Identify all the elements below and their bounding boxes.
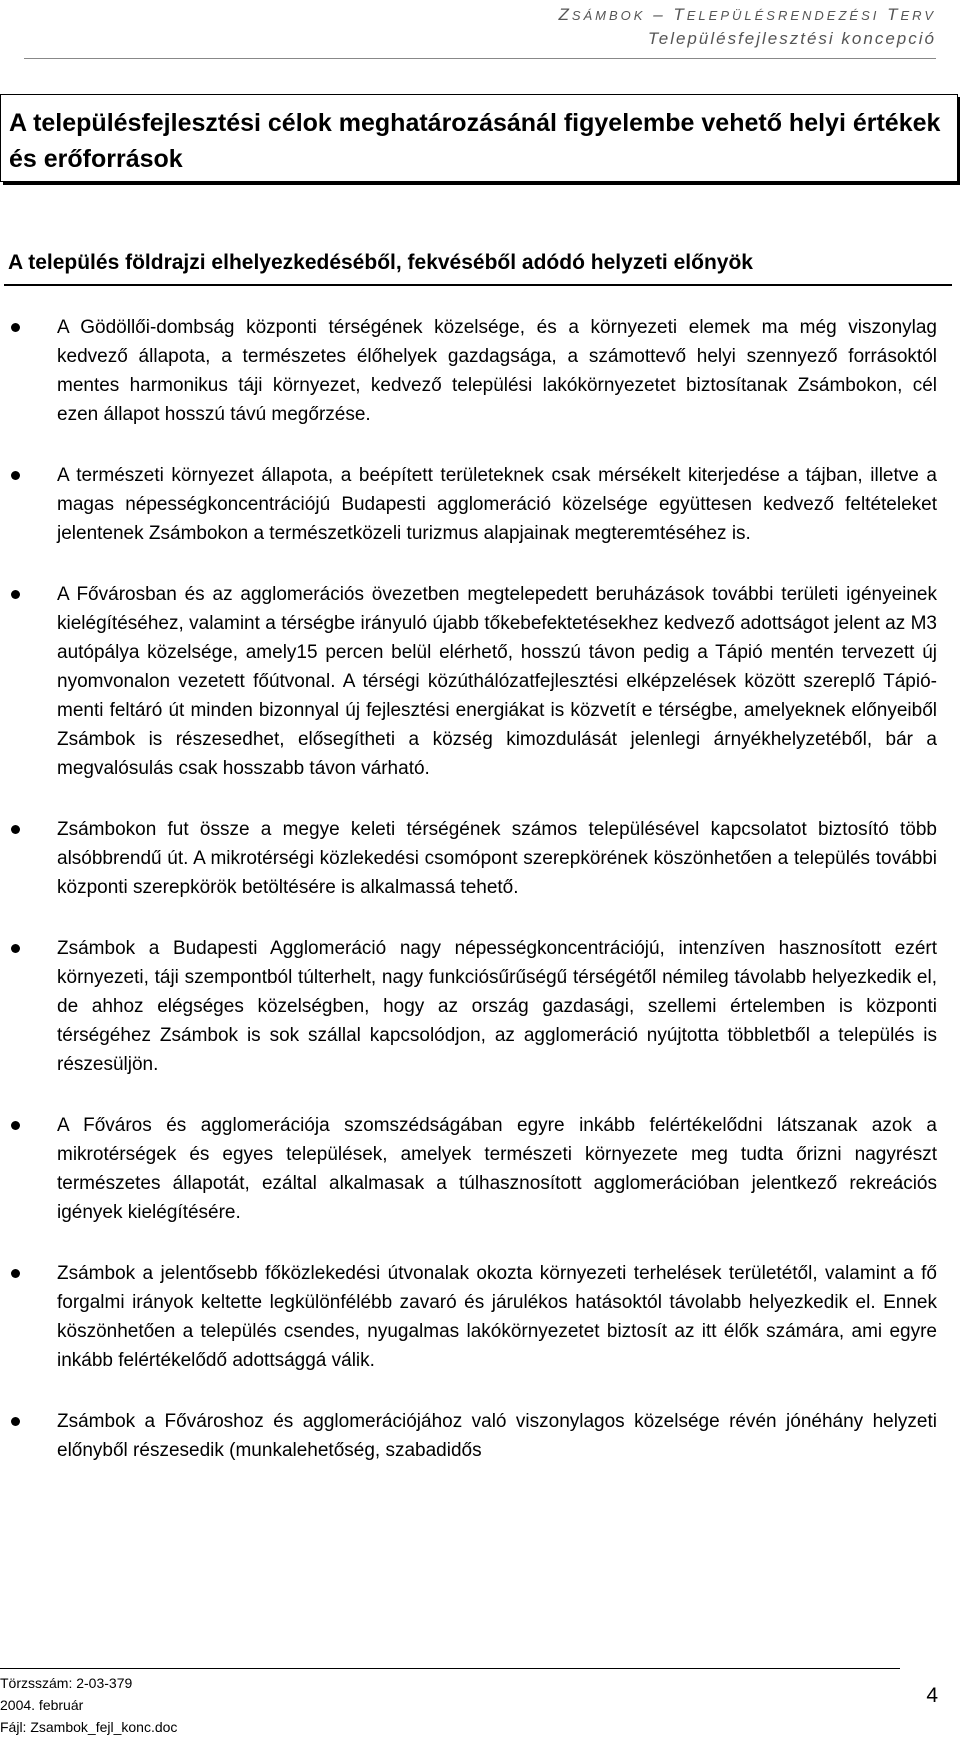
- list-item-text: A Gödöllői-dombság központi térségének közelsége, és a környezeti elemek ma még viszonylag kedvező állapota, a természetes élőhelyek gazdagsága, a számottevő helyi szennyező forrásoktól mentes harmonikus táji környezet, kedvező települési lakókörnyezetet biztosítanak Zsámbokon, cél ezen állapot hosszú távú megőrzése.: [57, 317, 937, 425]
- bullet-icon: [11, 944, 20, 953]
- bullet-icon: [11, 1269, 20, 1278]
- list-item-text: A természeti környezet állapota, a beépített területeknek csak mérsékelt kiterjedése a tájban, illetve a magas népességkoncentrációjú Budapesti agglomeráció közelsége együttesen kedvező feltételeket jelentenek Zsámbokon a természetközeli turizmus alapjainak megteremtéséhez is.: [57, 465, 937, 544]
- list-item-text: A Főváros és agglomerációja szomszédságában egyre inkább felértékelődni látszanak azok a mikrotérségek és egyes települések, amelyek természeti környezete meg tudta őrizni nagyrészt természetes állapotát, ezáltal alkalmasak a túlhasznosított agglomerációban jelentkező rekreációs igények kielégítésére.: [57, 1115, 937, 1223]
- list-item-text: Zsámbok a Budapesti Agglomeráció nagy népességkoncentrációjú, intenzíven hasznosított ezért környezeti, táji szempontból túlterhelt, nagy funkciósűrűségű térségétől némileg távolabb helyezkedik el, de ahhoz elégséges közelségben, hogy az ország gazdasági, szellemi értelemben is központi térségéhez Zsámbok is sok szállal kapcsolódjon, az agglomeráció nyújtotta többletből a település is részesüljön.: [57, 938, 937, 1075]
- bullet-icon: [11, 1121, 20, 1130]
- bullet-icon: [11, 1417, 20, 1426]
- footer-divider: [0, 1668, 900, 1669]
- list-item: [0, 1259, 960, 1375]
- section-title: A településfejlesztési célok meghatározásánál figyelembe vehető helyi értékek és erőforrások: [9, 109, 941, 173]
- list-item: [0, 1407, 960, 1465]
- header-divider: [24, 58, 936, 59]
- running-header: [558, 4, 936, 51]
- page-number: 4: [926, 1684, 938, 1707]
- list-item: [0, 934, 960, 1079]
- header-subtitle: Településfejlesztési koncepció: [647, 29, 936, 48]
- footer-file-name: Fájl: Zsambok_fejl_konc.doc: [0, 1719, 178, 1735]
- sub-heading-underline: [4, 284, 952, 286]
- advantages-list: [0, 313, 960, 1497]
- bullet-icon: [11, 590, 20, 599]
- list-item: [0, 461, 960, 548]
- footer-date: 2004. február: [0, 1697, 84, 1713]
- header-plan-title: ZSÁMBOK – TELEPÜLÉSRENDEZÉSI TERV: [558, 5, 936, 24]
- bullet-icon: [11, 323, 20, 332]
- list-item: [0, 1111, 960, 1227]
- list-item-text: Zsámbok a Fővároshoz és agglomerációjához való viszonylagos közelsége révén jónéhány helyzeti előnyből részesedik (munkalehetőség, szabadidős: [57, 1411, 937, 1461]
- sub-heading: A település földrajzi elhelyezkedéséből, fekvéséből adódó helyzeti előnyök: [8, 251, 753, 274]
- bullet-icon: [11, 471, 20, 480]
- list-item: [0, 815, 960, 902]
- bullet-icon: [11, 825, 20, 834]
- page-footer: [0, 1672, 177, 1738]
- list-item-text: Zsámbok a jelentősebb főközlekedési útvonalak okozta környezeti terhelések területétől, valamint a fő forgalmi irányok keltette legkülönfélébb zavaró és járulékos hatásoktól távolabb helyezkedik el. Ennek köszönhetően a település csendes, nyugalmas lakókörnyezetet biztosít az itt élők számára, ami egyre inkább felértékelődő adottsággá válik.: [57, 1263, 937, 1371]
- list-item: [0, 313, 960, 429]
- section-title-box: [0, 94, 958, 182]
- list-item-text: A Fővárosban és az agglomerációs övezetben megtelepedett beruházások további területi igényeinek kielégítéséhez, valamint a térségbe irányuló újabb tőkebefektetésekhez kedvező adottságot jelent az M3 autópálya közelsége, amely15 percen belül elérhető, hosszú távon pedig a Tápió mentén tervezett új nyomvonalon vezetett főútvonal. A térségi közúthálózatfejlesztési elképzelések között szereplő Tápió-menti feltáró út minden bizonnyal új fejlesztési energiákat is közvetít e térségbe, amelyeknek előnyeiből Zsámbok is részesedhet, elősegítheti a község kimozdulását jelenlegi árnyékhelyzetéből, bár a megvalósulás csak hosszabb távon várható.: [57, 584, 937, 779]
- list-item: [0, 580, 960, 783]
- list-item-text: Zsámbokon fut össze a megye keleti térségének számos településével kapcsolatot biztosító több alsóbbrendű út. A mikrotérségi közlekedési csomópont szerepkörének köszönhetően a település további központi szerepkörök betöltésére is alkalmassá tehető.: [57, 819, 937, 898]
- footer-registry-number: Törzsszám: 2-03-379: [0, 1675, 133, 1691]
